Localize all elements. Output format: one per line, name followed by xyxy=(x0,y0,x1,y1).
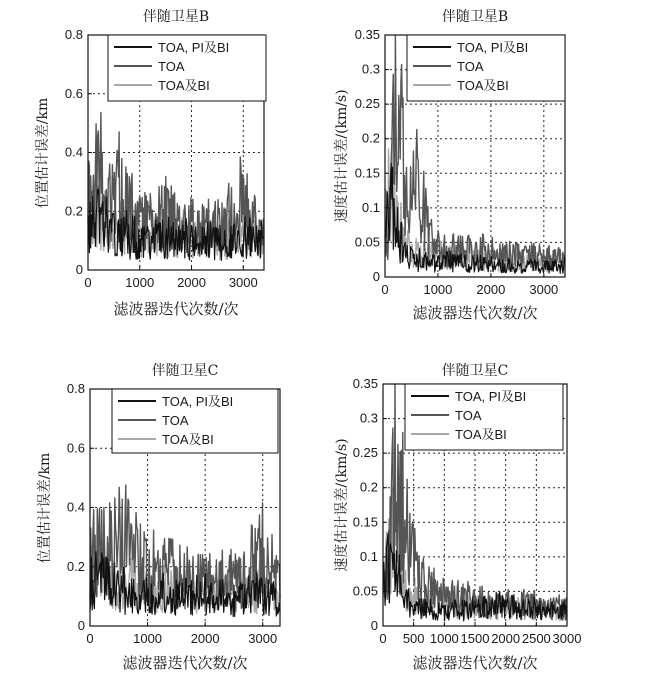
chart-2-legend xyxy=(407,35,565,101)
chart-2-plot xyxy=(323,0,646,330)
chart-3-xtick-label-0: 0 xyxy=(86,631,94,646)
chart-1-ytick-label-3: 0.6 xyxy=(64,85,83,101)
chart-4-legend-label-1: TOA, PI及BI xyxy=(455,389,527,404)
chart-1-y-axis-label: 位置估计误差/km xyxy=(35,97,51,208)
chart-panel-c-velocity xyxy=(323,346,646,676)
chart-1-ytick-label-0: 0 xyxy=(75,262,83,277)
chart-3-legend-label-2: TOA xyxy=(162,413,189,428)
chart-2-xtick-label-2: 2000 xyxy=(476,282,506,297)
chart-1-x-axis-label: 滤波器迭代次数/次 xyxy=(113,300,239,318)
chart-2-xtick-label-0: 0 xyxy=(381,282,389,297)
chart-3-xtick-label-2: 2000 xyxy=(190,631,220,646)
chart-4-xtick-label-3: 1500 xyxy=(460,631,490,646)
chart-2-legend-label-2: TOA xyxy=(457,59,484,74)
chart-panel-b-position xyxy=(0,0,323,330)
chart-1-legend-label-3: TOA及BI xyxy=(158,78,210,93)
chart-4-ytick-label-6: 0.3 xyxy=(359,410,378,426)
chart-4-ytick-label-4: 0.2 xyxy=(359,479,378,495)
chart-4-xtick-label-6: 3000 xyxy=(552,631,582,646)
chart-4-legend-label-2: TOA xyxy=(455,408,482,423)
chart-1-legend xyxy=(108,35,266,101)
chart-2-ytick-label-5: 0.25 xyxy=(354,96,380,112)
chart-3-ytick-label-3: 0.6 xyxy=(66,440,85,456)
chart-4-ytick-label-2: 0.1 xyxy=(359,548,378,564)
chart-1-ytick-label-4: 0.8 xyxy=(64,27,83,42)
chart-2-ytick-label-6: 0.3 xyxy=(361,61,380,77)
chart-1-xtick-label-2: 2000 xyxy=(177,275,206,290)
chart-4-legend xyxy=(405,384,563,450)
chart-1-plot xyxy=(0,0,323,330)
chart-3-legend-label-1: TOA, PI及BI xyxy=(162,394,234,409)
chart-2-ytick-label-2: 0.1 xyxy=(361,199,380,215)
chart-3-ytick-label-1: 0.2 xyxy=(66,558,85,574)
chart-4-y-axis-label: 速度估计误差/(km/s) xyxy=(334,438,350,572)
chart-1-ytick-label-2: 0.4 xyxy=(64,144,83,160)
chart-2-x-axis-label: 滤波器迭代次数/次 xyxy=(412,304,538,322)
chart-3-ytick-label-4: 0.8 xyxy=(66,381,85,396)
chart-2-xtick-label-3: 3000 xyxy=(529,282,559,297)
chart-3-plot xyxy=(0,346,323,676)
chart-4-title: 伴随卫星C xyxy=(441,363,509,379)
chart-2-xtick-label-1: 1000 xyxy=(423,282,453,297)
chart-4-xtick-label-1: 500 xyxy=(402,631,425,646)
chart-3-xtick-label-1: 1000 xyxy=(133,631,163,646)
chart-2-ytick-label-4: 0.2 xyxy=(361,130,380,146)
chart-2-ytick-label-7: 0.35 xyxy=(354,27,380,42)
chart-4-ytick-label-3: 0.15 xyxy=(352,514,378,530)
chart-4-ytick-label-0: 0 xyxy=(370,618,378,633)
chart-1-xtick-label-0: 0 xyxy=(84,275,92,290)
chart-panel-c-position xyxy=(0,346,323,676)
chart-4-x-axis-label: 滤波器迭代次数/次 xyxy=(412,654,538,672)
chart-3-x-axis-label: 滤波器迭代次数/次 xyxy=(122,654,248,672)
chart-3-y-axis-label: 位置估计误差/km xyxy=(37,452,53,563)
chart-1-xtick-label-1: 1000 xyxy=(125,275,155,290)
chart-2-title: 伴随卫星B xyxy=(441,9,509,25)
chart-panel-b-velocity xyxy=(323,0,646,330)
chart-4-legend-label-3: TOA及BI xyxy=(455,427,507,442)
chart-2-legend-label-1: TOA, PI及BI xyxy=(457,40,529,55)
chart-4-xtick-label-4: 2000 xyxy=(491,631,521,646)
chart-4-ytick-label-5: 0.25 xyxy=(352,445,378,461)
chart-2-ytick-label-1: 0.05 xyxy=(354,234,380,250)
chart-4-xtick-label-0: 0 xyxy=(379,631,387,646)
chart-3-ytick-label-2: 0.4 xyxy=(66,499,85,515)
chart-1-title: 伴随卫星B xyxy=(142,9,210,25)
chart-3-legend xyxy=(112,389,278,453)
chart-4-plot xyxy=(323,346,646,676)
chart-3-legend-label-3: TOA及BI xyxy=(162,432,214,447)
chart-3-ytick-label-0: 0 xyxy=(77,618,85,633)
chart-2-y-axis-label: 速度估计误差/(km/s) xyxy=(334,89,350,223)
chart-1-legend-label-1: TOA, PI及BI xyxy=(158,40,230,55)
chart-2-legend-label-3: TOA及BI xyxy=(457,78,509,93)
chart-4-xtick-label-2: 1000 xyxy=(429,631,459,646)
chart-1-ytick-label-1: 0.2 xyxy=(64,203,83,219)
chart-2-ytick-label-0: 0 xyxy=(372,269,380,284)
chart-2-ytick-label-3: 0.15 xyxy=(354,165,380,181)
chart-3-title: 伴随卫星C xyxy=(151,363,219,379)
chart-1-xtick-label-3: 3000 xyxy=(228,275,258,290)
chart-4-ytick-label-1: 0.05 xyxy=(352,583,378,599)
chart-3-xtick-label-3: 3000 xyxy=(248,631,278,646)
chart-4-xtick-label-5: 2500 xyxy=(521,631,551,646)
chart-4-ytick-label-7: 0.35 xyxy=(352,376,378,391)
chart-1-legend-label-2: TOA xyxy=(158,59,185,74)
